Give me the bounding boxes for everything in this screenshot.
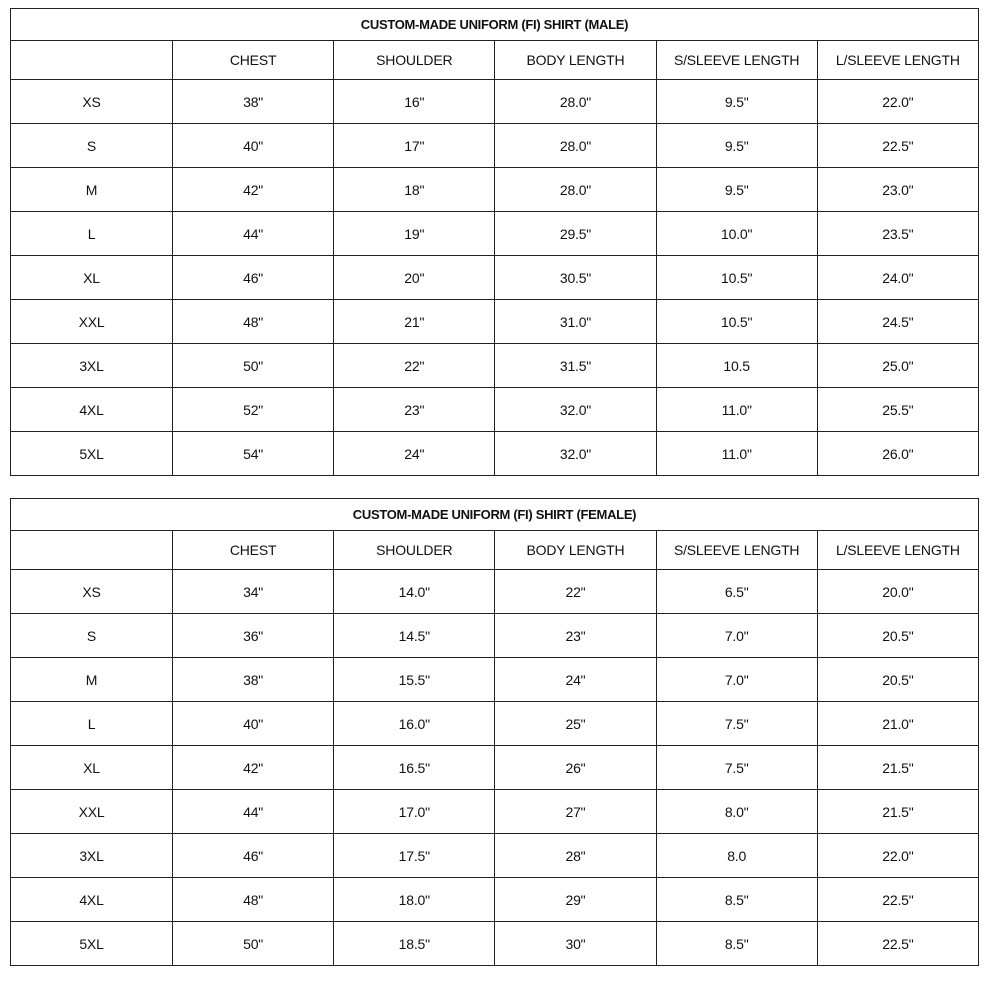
column-header-shoulder: SHOULDER <box>334 41 495 80</box>
short-sleeve-length-cell: 8.0 <box>656 834 817 878</box>
short-sleeve-length-cell: 8.5" <box>656 878 817 922</box>
table-row <box>11 834 979 878</box>
chest-cell: 48" <box>173 300 334 344</box>
size-cell: 5XL <box>11 432 173 476</box>
short-sleeve-length-cell: 10.5" <box>656 256 817 300</box>
shoulder-cell: 17" <box>334 124 495 168</box>
shoulder-cell: 14.0" <box>334 570 495 614</box>
table-row <box>11 614 979 658</box>
table-row <box>11 124 979 168</box>
table-header-row <box>11 531 979 570</box>
table-row <box>11 432 979 476</box>
table-title-row <box>11 499 979 531</box>
chest-cell: 54" <box>173 432 334 476</box>
short-sleeve-length-cell: 7.0" <box>656 614 817 658</box>
size-cell: 3XL <box>11 834 173 878</box>
size-cell: 5XL <box>11 922 173 966</box>
male-size-table <box>10 8 979 476</box>
long-sleeve-length-cell: 22.0" <box>817 80 978 124</box>
chest-cell: 50" <box>173 344 334 388</box>
shoulder-cell: 16.0" <box>334 702 495 746</box>
size-cell: L <box>11 212 173 256</box>
column-header-long-sleeve-length: L/SLEEVE LENGTH <box>817 41 978 80</box>
body-length-cell: 31.0" <box>495 300 656 344</box>
female-table-body <box>11 570 979 966</box>
chest-cell: 44" <box>173 790 334 834</box>
table-row <box>11 922 979 966</box>
size-cell: XXL <box>11 300 173 344</box>
table-row <box>11 790 979 834</box>
chest-cell: 46" <box>173 834 334 878</box>
body-length-cell: 28" <box>495 834 656 878</box>
short-sleeve-length-cell: 7.5" <box>656 702 817 746</box>
long-sleeve-length-cell: 24.0" <box>817 256 978 300</box>
long-sleeve-length-cell: 21.5" <box>817 746 978 790</box>
short-sleeve-length-cell: 6.5" <box>656 570 817 614</box>
body-length-cell: 31.5" <box>495 344 656 388</box>
column-header-size <box>11 41 173 80</box>
long-sleeve-length-cell: 20.0" <box>817 570 978 614</box>
column-header-chest: CHEST <box>173 531 334 570</box>
short-sleeve-length-cell: 8.5" <box>656 922 817 966</box>
body-length-cell: 26" <box>495 746 656 790</box>
shoulder-cell: 16.5" <box>334 746 495 790</box>
chest-cell: 40" <box>173 124 334 168</box>
chest-cell: 36" <box>173 614 334 658</box>
size-cell: S <box>11 614 173 658</box>
long-sleeve-length-cell: 23.0" <box>817 168 978 212</box>
shoulder-cell: 22" <box>334 344 495 388</box>
short-sleeve-length-cell: 10.5" <box>656 300 817 344</box>
table-row <box>11 658 979 702</box>
long-sleeve-length-cell: 23.5" <box>817 212 978 256</box>
body-length-cell: 25" <box>495 702 656 746</box>
chest-cell: 44" <box>173 212 334 256</box>
table-title: CUSTOM-MADE UNIFORM (FI) SHIRT (FEMALE) <box>11 499 979 531</box>
size-cell: XS <box>11 570 173 614</box>
body-length-cell: 27" <box>495 790 656 834</box>
body-length-cell: 29" <box>495 878 656 922</box>
table-row <box>11 80 979 124</box>
long-sleeve-length-cell: 22.5" <box>817 878 978 922</box>
shoulder-cell: 18.5" <box>334 922 495 966</box>
shoulder-cell: 19" <box>334 212 495 256</box>
table-row <box>11 344 979 388</box>
column-header-short-sleeve-length: S/SLEEVE LENGTH <box>656 531 817 570</box>
column-header-chest: CHEST <box>173 41 334 80</box>
table-row <box>11 212 979 256</box>
short-sleeve-length-cell: 9.5" <box>656 124 817 168</box>
shoulder-cell: 17.5" <box>334 834 495 878</box>
table-header-row <box>11 41 979 80</box>
long-sleeve-length-cell: 22.5" <box>817 124 978 168</box>
chest-cell: 40" <box>173 702 334 746</box>
shoulder-cell: 23" <box>334 388 495 432</box>
size-cell: XL <box>11 746 173 790</box>
long-sleeve-length-cell: 22.5" <box>817 922 978 966</box>
shoulder-cell: 20" <box>334 256 495 300</box>
table-row <box>11 570 979 614</box>
size-cell: 4XL <box>11 388 173 432</box>
size-cell: XL <box>11 256 173 300</box>
short-sleeve-length-cell: 11.0" <box>656 388 817 432</box>
size-cell: L <box>11 702 173 746</box>
table-row <box>11 168 979 212</box>
column-header-long-sleeve-length: L/SLEEVE LENGTH <box>817 531 978 570</box>
column-header-body-length: BODY LENGTH <box>495 41 656 80</box>
shoulder-cell: 18" <box>334 168 495 212</box>
body-length-cell: 28.0" <box>495 80 656 124</box>
body-length-cell: 32.0" <box>495 388 656 432</box>
short-sleeve-length-cell: 8.0" <box>656 790 817 834</box>
long-sleeve-length-cell: 21.5" <box>817 790 978 834</box>
size-cell: 3XL <box>11 344 173 388</box>
column-header-size <box>11 531 173 570</box>
size-cell: S <box>11 124 173 168</box>
size-cell: 4XL <box>11 878 173 922</box>
table-row <box>11 878 979 922</box>
body-length-cell: 28.0" <box>495 168 656 212</box>
chest-cell: 48" <box>173 878 334 922</box>
short-sleeve-length-cell: 10.5 <box>656 344 817 388</box>
body-length-cell: 23" <box>495 614 656 658</box>
short-sleeve-length-cell: 9.5" <box>656 80 817 124</box>
column-header-body-length: BODY LENGTH <box>495 531 656 570</box>
shoulder-cell: 16" <box>334 80 495 124</box>
chest-cell: 38" <box>173 80 334 124</box>
body-length-cell: 28.0" <box>495 124 656 168</box>
table-row <box>11 746 979 790</box>
body-length-cell: 30.5" <box>495 256 656 300</box>
shoulder-cell: 15.5" <box>334 658 495 702</box>
shoulder-cell: 21" <box>334 300 495 344</box>
column-header-shoulder: SHOULDER <box>334 531 495 570</box>
table-row <box>11 702 979 746</box>
chest-cell: 50" <box>173 922 334 966</box>
short-sleeve-length-cell: 7.0" <box>656 658 817 702</box>
long-sleeve-length-cell: 20.5" <box>817 614 978 658</box>
table-title-row <box>11 9 979 41</box>
short-sleeve-length-cell: 7.5" <box>656 746 817 790</box>
male-table-body <box>11 80 979 476</box>
chest-cell: 34" <box>173 570 334 614</box>
chest-cell: 38" <box>173 658 334 702</box>
body-length-cell: 32.0" <box>495 432 656 476</box>
short-sleeve-length-cell: 11.0" <box>656 432 817 476</box>
table-row <box>11 388 979 432</box>
chest-cell: 42" <box>173 746 334 790</box>
size-cell: XXL <box>11 790 173 834</box>
body-length-cell: 30" <box>495 922 656 966</box>
short-sleeve-length-cell: 10.0" <box>656 212 817 256</box>
table-title: CUSTOM-MADE UNIFORM (FI) SHIRT (MALE) <box>11 9 979 41</box>
long-sleeve-length-cell: 22.0" <box>817 834 978 878</box>
shoulder-cell: 24" <box>334 432 495 476</box>
long-sleeve-length-cell: 26.0" <box>817 432 978 476</box>
shoulder-cell: 18.0" <box>334 878 495 922</box>
table-row <box>11 300 979 344</box>
shoulder-cell: 14.5" <box>334 614 495 658</box>
table-row <box>11 256 979 300</box>
long-sleeve-length-cell: 25.0" <box>817 344 978 388</box>
body-length-cell: 29.5" <box>495 212 656 256</box>
column-header-short-sleeve-length: S/SLEEVE LENGTH <box>656 41 817 80</box>
long-sleeve-length-cell: 21.0" <box>817 702 978 746</box>
size-cell: XS <box>11 80 173 124</box>
body-length-cell: 22" <box>495 570 656 614</box>
size-cell: M <box>11 658 173 702</box>
long-sleeve-length-cell: 24.5" <box>817 300 978 344</box>
long-sleeve-length-cell: 20.5" <box>817 658 978 702</box>
shoulder-cell: 17.0" <box>334 790 495 834</box>
body-length-cell: 24" <box>495 658 656 702</box>
short-sleeve-length-cell: 9.5" <box>656 168 817 212</box>
female-size-table <box>10 498 979 966</box>
chest-cell: 52" <box>173 388 334 432</box>
size-cell: M <box>11 168 173 212</box>
long-sleeve-length-cell: 25.5" <box>817 388 978 432</box>
chest-cell: 46" <box>173 256 334 300</box>
chest-cell: 42" <box>173 168 334 212</box>
